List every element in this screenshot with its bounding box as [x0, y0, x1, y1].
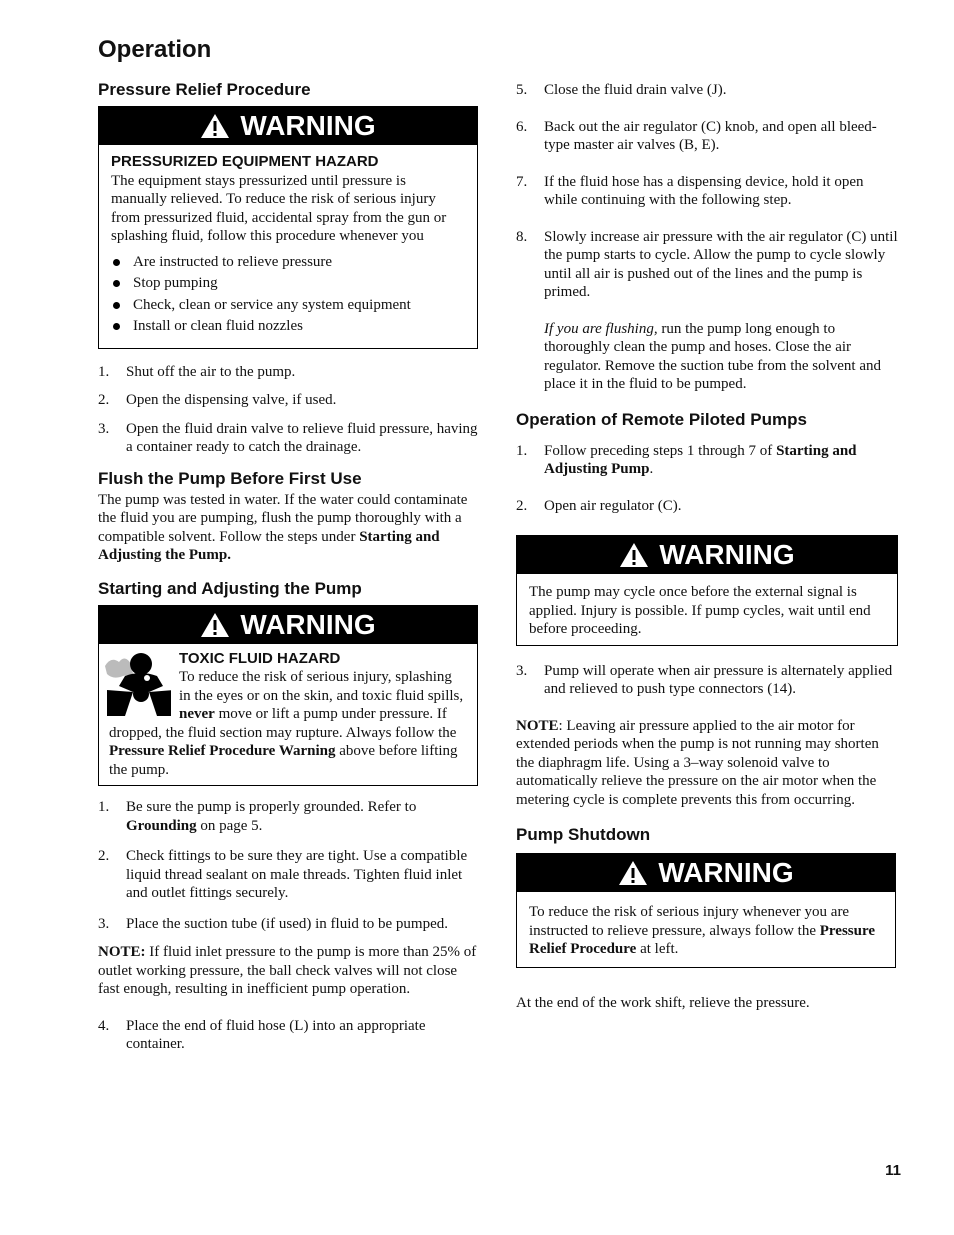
warning-triangle-icon	[200, 612, 230, 638]
warning-label: WARNING	[240, 608, 376, 640]
remote-warning-box	[516, 535, 898, 646]
pressurized-warning-box	[98, 106, 478, 349]
toxic-splash-icon	[103, 652, 171, 718]
step-item: 2. Check fittings to be sure they are tight. Use a compatible liquid thread sealant on male threads. Tighten fluid inlet and outlet fittings securely.	[98, 848, 468, 901]
warning-triangle-icon	[618, 860, 648, 886]
flushing-note: If you are flushing, run the pump long enough to thoroughly clean the pump and hoses. Close the air regulator. Remove the suction tube from the solvent and place it in the fluid to be pumped.	[544, 320, 882, 392]
step-item: 5. Close the fluid drain valve (J).	[516, 82, 727, 98]
warning-banner	[517, 854, 895, 892]
flush-text: The pump was tested in water. If the water could contaminate the fluid you are pumping, flush the pump thoroughly with a compatible solvent. Follow the steps under Starting and Adjusting the Pump.	[98, 491, 468, 563]
note-paragraph: NOTE: If fluid inlet pressure to the pump is more than 25% of outlet working pressure, the ball check valves will not close fast enough, resulting in inefficient pump operation.	[98, 944, 477, 997]
shutdown-heading: Pump Shutdown	[516, 825, 651, 844]
warning-triangle-icon	[619, 542, 649, 568]
step-item: 2. Open the dispensing valve, if used.	[98, 392, 337, 408]
shutdown-warning-box	[516, 853, 896, 968]
page-number: 11	[885, 1162, 901, 1179]
toxic-warning-box	[98, 605, 478, 787]
step-item: 7. If the fluid hose has a dispensing device, hold it open while continuing with the following step.	[516, 173, 864, 208]
pressure-relief-steps	[98, 363, 478, 457]
bullet-item: Install or clean fluid nozzles	[111, 316, 465, 338]
shutdown-text: At the end of the work shift, relieve the pressure.	[516, 994, 810, 1011]
step-item: 6. Back out the air regulator (C) knob, and open all bleed-type master air valves (B, E).	[516, 118, 877, 153]
note-paragraph: NOTE: Leaving air pressure applied to the air motor for extended periods when the pump is not running may shorten the diaphragm life. Using a 3–way solenoid valve to automatically relieve the pressure on the air motor when the metering cycle is complete prevents this from occurring.	[516, 717, 879, 808]
warning-banner	[99, 606, 477, 644]
step-item: 3. Place the suction tube (if used) in fluid to be pumped.	[98, 915, 449, 932]
starting-steps	[98, 798, 478, 933]
step-item: 4. Place the end of fluid hose (L) into an appropriate container.	[98, 1017, 426, 1052]
warning-text: To reduce the risk of serious injury whenever you are instructed to relieve pressure, always follow the Pressure Relief Procedure at left.	[529, 904, 876, 957]
step-item: 1. Follow preceding steps 1 through 7 of Starting and Adjusting Pump.	[516, 442, 857, 477]
hazard-text: The equipment stays pressurized until pressure is manually relieved. To reduce the risk of serious injury from pressurized fluid, accidental spray from the gun or splashing fluid, follow this procedure whenever you	[111, 172, 447, 244]
right-column	[516, 81, 898, 1026]
step-item: 3. Open the fluid drain valve to relieve fluid pressure, having a container ready to catch the drainage.	[98, 420, 478, 455]
step-item: 1. Shut off the air to the pump.	[98, 363, 296, 380]
hazard-bullet-list	[111, 252, 465, 338]
remote-heading: Operation of Remote Piloted Pumps	[516, 409, 807, 429]
remote-steps	[516, 442, 898, 516]
pressure-relief-heading: Pressure Relief Procedure	[98, 80, 311, 99]
left-column	[98, 80, 478, 1064]
remote-steps-cont	[516, 662, 898, 699]
starting-steps-right	[516, 81, 898, 394]
warning-banner	[517, 536, 897, 574]
hazard-title: PRESSURIZED EQUIPMENT HAZARD	[111, 153, 379, 170]
step-item: 8. Slowly increase air pressure with the air regulator (C) until the pump starts to cycle. Allow the pump to cycle slowly until all air is pushed out of the lines and the pump is primed. If you are flushing, run the pump long enough to thoroughly clean the pump and hoses. Close the air regulator. Remove the suction tube from the solvent and place it in the fluid to be pumped.	[516, 228, 898, 392]
page-title: Operation	[98, 36, 212, 63]
step-item: 2. Open air regulator (C).	[516, 497, 682, 514]
bullet-item: Stop pumping	[111, 273, 465, 295]
warning-label: WARNING	[659, 539, 795, 570]
bullet-item: Check, clean or service any system equipment	[111, 295, 465, 317]
hazard-title: TOXIC FLUID HAZARD	[179, 649, 341, 667]
hazard-text: To reduce the risk of serious injury, splashing in the eyes or on the skin, and toxic fluid spills, never move or lift a pump under pressure. If dropped, the fluid section may rupture. Always follow the Pressure Relief Procedure Warning above before lifting the pump.	[109, 669, 464, 778]
starting-heading: Starting and Adjusting the Pump	[98, 578, 362, 598]
flush-heading: Flush the Pump Before First Use	[98, 468, 362, 488]
step-item: 1. Be sure the pump is properly grounded. Refer to Grounding on page 5.	[98, 799, 417, 834]
warning-banner	[99, 107, 477, 145]
warning-label: WARNING	[240, 110, 376, 141]
bullet-item: Are instructed to relieve pressure	[111, 252, 465, 274]
warning-text: The pump may cycle once before the external signal is applied. Injury is possible. If pump cycles, wait until end before proceeding.	[529, 584, 871, 637]
starting-steps-cont	[98, 1017, 478, 1054]
warning-label: WARNING	[658, 857, 794, 888]
warning-triangle-icon	[200, 113, 230, 139]
step-item: 3. Pump will operate when air pressure is alternately applied and relieved to push type connectors (14).	[516, 662, 893, 697]
